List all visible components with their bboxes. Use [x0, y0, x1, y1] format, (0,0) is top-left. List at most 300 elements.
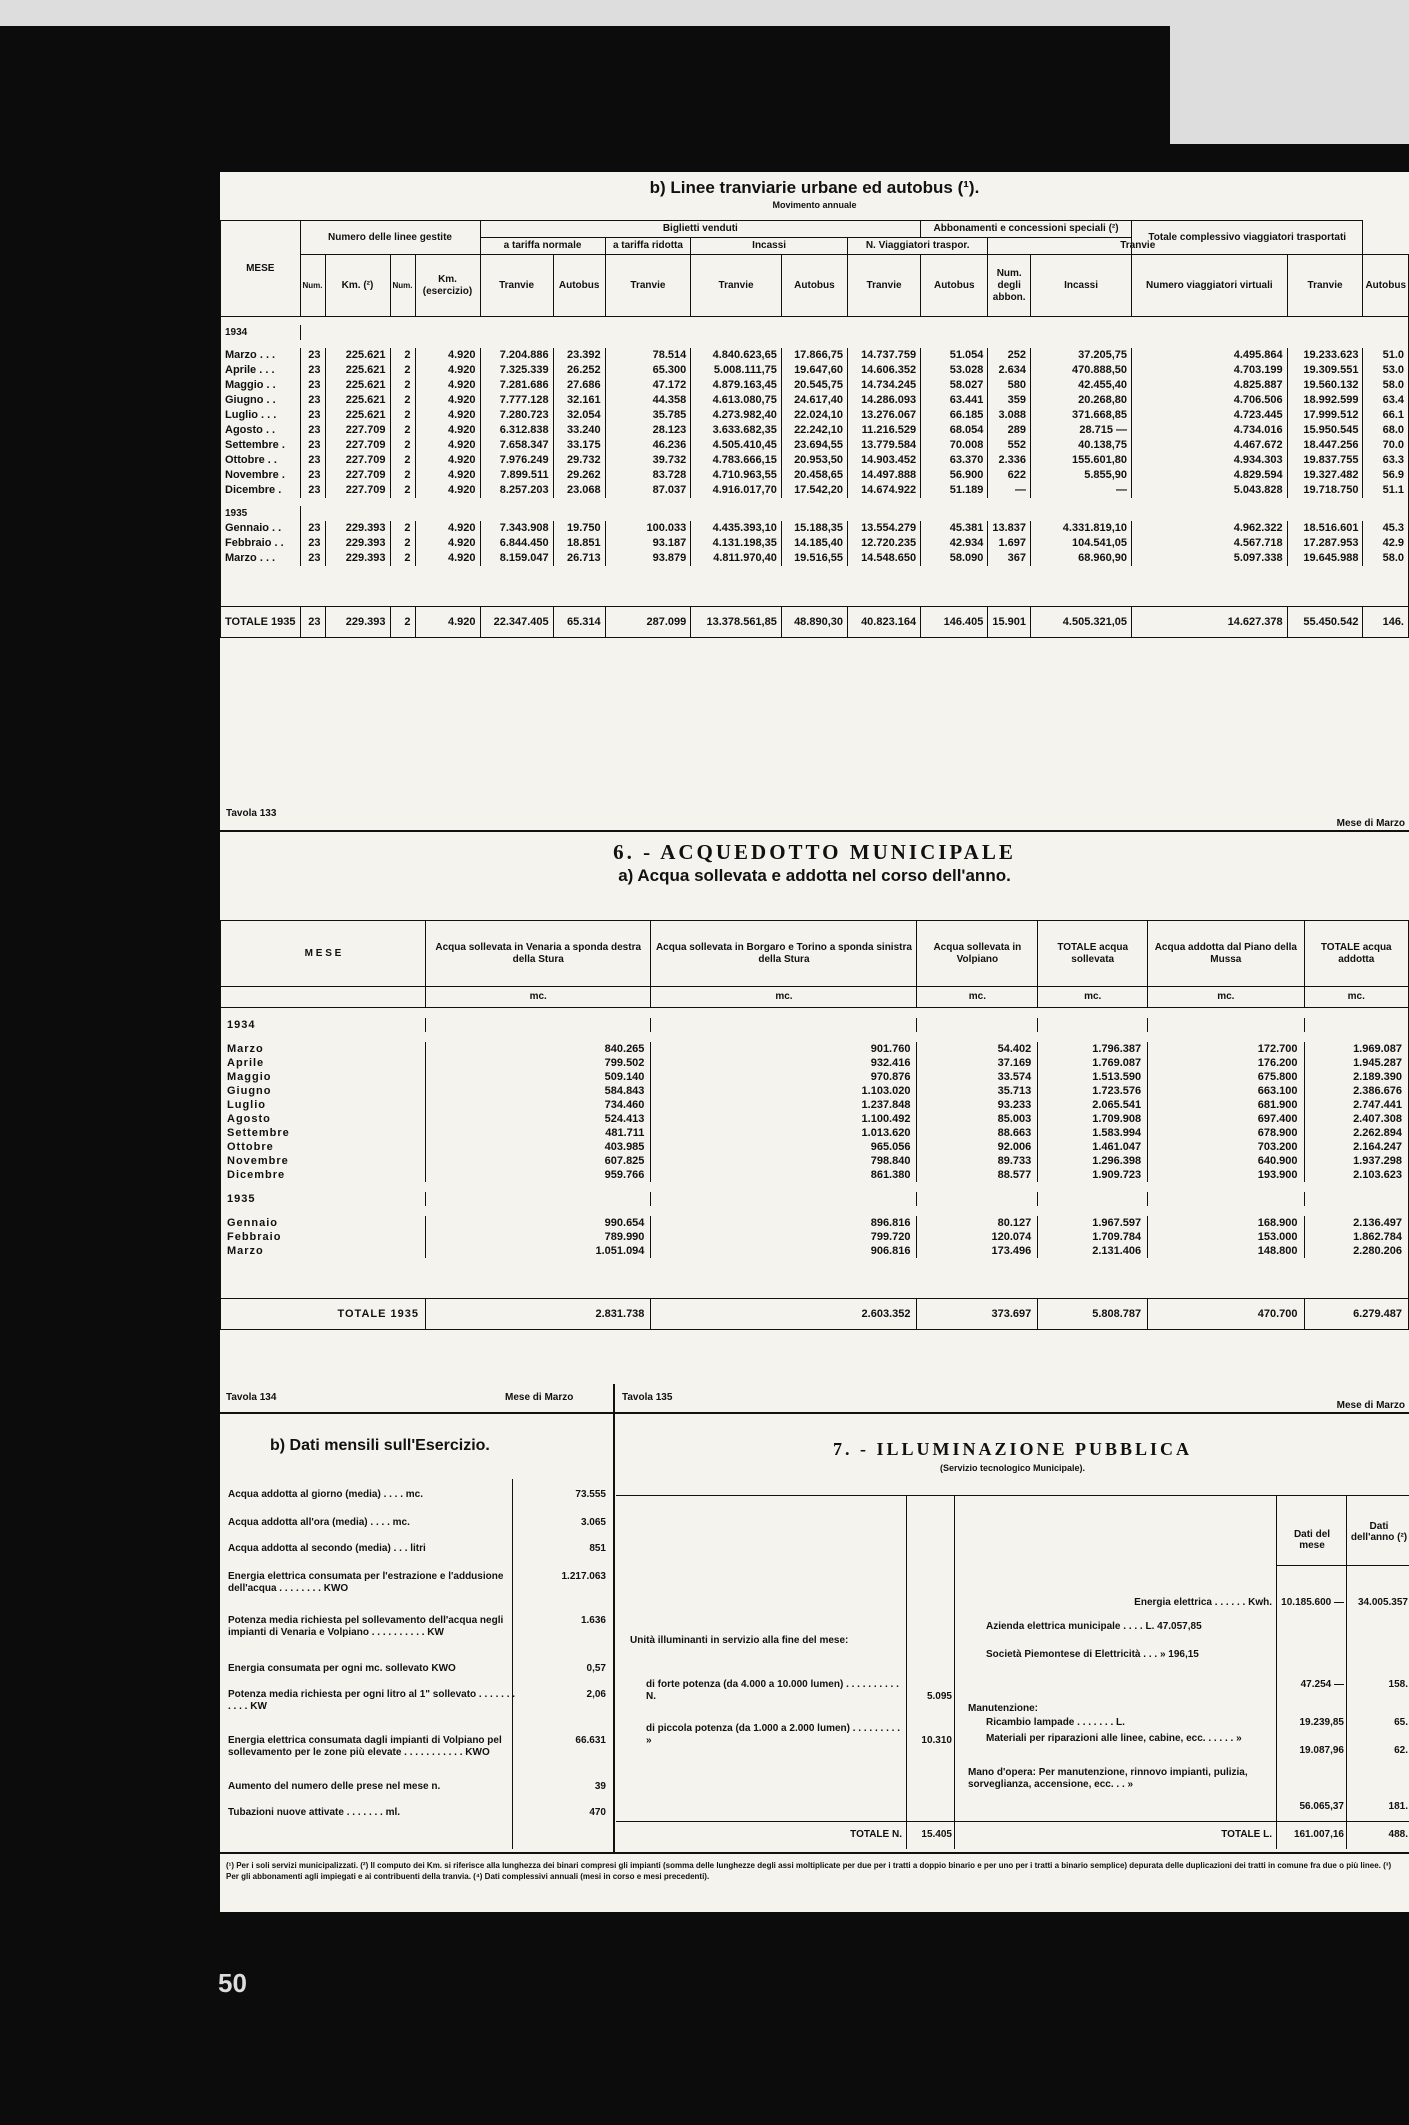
value-cell: 19.647,60 [781, 363, 847, 378]
value-cell: 22.024,10 [781, 408, 847, 423]
value-cell: 4.920 [415, 378, 480, 393]
value-cell: 8.159.047 [480, 551, 553, 566]
acquedotto-table-body [221, 987, 1409, 1330]
total-row [221, 1299, 1409, 1330]
value-cell: 19.233.623 [1287, 348, 1363, 363]
value-cell: 2.136.497 [1304, 1216, 1409, 1230]
value-cell: 2.189.390 [1304, 1070, 1409, 1084]
value-cell: 146. [1363, 607, 1409, 638]
month-cell: TOTALE 1935 [221, 1299, 426, 1330]
col-inc-autobus: Autobus [781, 255, 847, 317]
month-cell: TOTALE 1935 [221, 607, 301, 638]
value-cell: 40.138,75 [1031, 438, 1132, 453]
value-cell: 4.273.982,40 [691, 408, 782, 423]
value-cell: 13.554.279 [848, 521, 921, 536]
value-cell: 229.393 [325, 607, 390, 638]
table-row [221, 348, 1409, 363]
value-cell: 4.706.506 [1132, 393, 1288, 408]
value-cell: 1.237.848 [651, 1098, 917, 1112]
value-cell: 14.497.888 [848, 468, 921, 483]
value-cell: 1.967.597 [1038, 1216, 1148, 1230]
tot-mese: 161.007,16 [1293, 1829, 1344, 1840]
value-cell: 5.808.787 [1038, 1299, 1148, 1330]
value-cell: 289 [988, 423, 1031, 438]
value-cell: 2 [390, 607, 415, 638]
value-cell: 23.392 [553, 348, 605, 363]
value-cell: 19.560.132 [1287, 378, 1363, 393]
value-cell: 8.257.203 [480, 483, 553, 498]
value-cell: 70.0 [1363, 438, 1409, 453]
value-cell: 23 [300, 521, 325, 536]
value-cell: 227.709 [325, 423, 390, 438]
month-cell: Marzo . . . [221, 551, 301, 566]
value-cell: 20.458,65 [781, 468, 847, 483]
table-row [221, 1154, 1409, 1168]
tot-label: TOTALE L. [1221, 1829, 1272, 1840]
tram-table [220, 220, 1409, 638]
elettr-anno: 158. [1388, 1679, 1408, 1690]
value-cell: 40.823.164 [848, 607, 921, 638]
value-cell: 58.090 [921, 551, 988, 566]
col-volpiano: Acqua sollevata in Volpiano [917, 921, 1038, 987]
value-cell: 23 [300, 438, 325, 453]
value-cell: 33.175 [553, 438, 605, 453]
table-row [221, 1216, 1409, 1230]
table-row [221, 521, 1409, 536]
value-cell: 20.268,80 [1031, 393, 1132, 408]
value-cell: — [988, 483, 1031, 498]
value-cell: 5.043.828 [1132, 483, 1288, 498]
scan-border-right [1170, 26, 1409, 144]
value-cell: 901.760 [651, 1042, 917, 1056]
elettr-mese: 47.254 — [1300, 1679, 1344, 1690]
table-row [221, 408, 1409, 423]
value-cell: 14.903.452 [848, 453, 921, 468]
value-cell: 23 [300, 348, 325, 363]
rule [220, 1852, 1409, 1854]
col-borgaro: Acqua sollevata in Borgaro e Torino a sponda sinistra della Stura [651, 921, 917, 987]
value-cell: 80.127 [917, 1216, 1038, 1230]
societa-label: Società Piemontese di Elettricità . . . » 196,15 [986, 1649, 1199, 1660]
value-cell: 14.734.245 [848, 378, 921, 393]
scan-border-top [0, 0, 1409, 26]
value-cell: 18.447.256 [1287, 438, 1363, 453]
value-cell: 1.862.784 [1304, 1230, 1409, 1244]
value-cell: 5.008.111,75 [691, 363, 782, 378]
value-cell: 4.916.017,70 [691, 483, 782, 498]
value-cell: 58.0 [1363, 551, 1409, 566]
value-cell: 23.694,55 [781, 438, 847, 453]
value-cell: 2 [390, 348, 415, 363]
value-cell: 1.937.298 [1304, 1154, 1409, 1168]
esercizio-title: b) Dati mensili sull'Esercizio. [270, 1437, 490, 1454]
value-cell: 6.279.487 [1304, 1299, 1409, 1330]
value-cell: 252 [988, 348, 1031, 363]
month-cell: Aprile . . . [221, 363, 301, 378]
year-label: 1934 [221, 1018, 426, 1032]
value-cell: 13.378.561,85 [691, 607, 782, 638]
value-cell: 2.634 [988, 363, 1031, 378]
value-cell: 470.700 [1148, 1299, 1304, 1330]
esercizio-value: 1.636 [580, 1615, 606, 1626]
value-cell: 15.188,35 [781, 521, 847, 536]
value-cell: 663.100 [1148, 1084, 1304, 1098]
value-cell: 1.296.398 [1038, 1154, 1148, 1168]
value-cell: 681.900 [1148, 1098, 1304, 1112]
value-cell: 24.617,40 [781, 393, 847, 408]
value-cell: 17.287.953 [1287, 536, 1363, 551]
value-cell: 20.545,75 [781, 378, 847, 393]
value-cell: 4.783.666,15 [691, 453, 782, 468]
value-cell: 51.0 [1363, 348, 1409, 363]
value-cell: 2 [390, 536, 415, 551]
table-row [221, 1230, 1409, 1244]
value-cell: 23 [300, 378, 325, 393]
table-row [221, 551, 1409, 566]
rule [220, 1412, 1409, 1414]
col-viaggiatori: N. Viaggiatori traspor. [848, 238, 988, 255]
value-cell: 22.347.405 [480, 607, 553, 638]
value-cell: 584.843 [426, 1084, 651, 1098]
table-row [221, 468, 1409, 483]
value-cell: 1.461.047 [1038, 1140, 1148, 1154]
col-mese: MESE [221, 221, 301, 317]
value-cell: 4.703.199 [1132, 363, 1288, 378]
col-tariffa-ridotta: a tariffa ridotta [605, 238, 691, 255]
value-cell: 227.709 [325, 438, 390, 453]
value-cell: 23 [300, 483, 325, 498]
value-cell: 23 [300, 536, 325, 551]
value-cell: 63.3 [1363, 453, 1409, 468]
tram-subtitle: Movimento annuale [772, 200, 857, 210]
month-cell: Luglio . . . [221, 408, 301, 423]
month-cell: Febbraio . . [221, 536, 301, 551]
value-cell: 675.800 [1148, 1070, 1304, 1084]
value-cell: 470.888,50 [1031, 363, 1132, 378]
value-cell: 229.393 [325, 536, 390, 551]
value-cell: 896.816 [651, 1216, 917, 1230]
esercizio-value: 851 [589, 1543, 606, 1554]
month-cell: Marzo . . . [221, 348, 301, 363]
value-cell: 840.265 [426, 1042, 651, 1056]
value-cell: 155.601,80 [1031, 453, 1132, 468]
energia-mese: 10.185.600 — [1281, 1597, 1344, 1608]
value-cell: 4.840.623,65 [691, 348, 782, 363]
rule [220, 830, 1409, 832]
value-cell: 104.541,05 [1031, 536, 1132, 551]
value-cell: 19.516,55 [781, 551, 847, 566]
month-cell: Settembre . [221, 438, 301, 453]
value-cell: 37.205,75 [1031, 348, 1132, 363]
value-cell: 906.816 [651, 1244, 917, 1258]
value-cell: 14.606.352 [848, 363, 921, 378]
value-cell: 4.920 [415, 551, 480, 566]
tram-table-body [221, 317, 1409, 638]
esercizio-label: Energia elettrica consumata dagli impianti di Volpiano pel sollevamento per le zone più elevate . . . . . . . . . . . KWO [228, 1735, 502, 1758]
value-cell: 4.505.410,45 [691, 438, 782, 453]
value-cell: 33.240 [553, 423, 605, 438]
value-cell: 7.280.723 [480, 408, 553, 423]
value-cell: 23 [300, 363, 325, 378]
value-cell: 990.654 [426, 1216, 651, 1230]
table-row [221, 1244, 1409, 1258]
value-cell: 42.9 [1363, 536, 1409, 551]
col-norm-tranvie: Tranvie [480, 255, 553, 317]
value-cell: 373.697 [917, 1299, 1038, 1330]
value-cell: 35.785 [605, 408, 691, 423]
value-cell: 970.876 [651, 1070, 917, 1084]
value-cell: 17.866,75 [781, 348, 847, 363]
value-cell: 734.460 [426, 1098, 651, 1112]
value-cell: 53.028 [921, 363, 988, 378]
col-tot-autobus: Autobus [1363, 255, 1409, 317]
value-cell: 63.441 [921, 393, 988, 408]
value-cell: 4.920 [415, 423, 480, 438]
month-cell: Maggio . . [221, 378, 301, 393]
esercizio-label: Acqua addotta al secondo (media) . . . litri [228, 1543, 426, 1554]
col-abb-tranvie: Tranvie [988, 238, 1287, 255]
value-cell: 29.262 [553, 468, 605, 483]
value-cell: 58.027 [921, 378, 988, 393]
value-cell: 39.732 [605, 453, 691, 468]
value-cell: 87.037 [605, 483, 691, 498]
value-cell: 1.583.994 [1038, 1126, 1148, 1140]
value-cell: 4.825.887 [1132, 378, 1288, 393]
table-row [221, 363, 1409, 378]
month-cell: Novembre [221, 1154, 426, 1168]
value-cell: 19.645.988 [1287, 551, 1363, 566]
value-cell: 19.718.750 [1287, 483, 1363, 498]
value-cell: 44.358 [605, 393, 691, 408]
col-tot-sollevata: TOTALE acqua sollevata [1038, 921, 1148, 987]
value-cell: 1.697 [988, 536, 1031, 551]
table-row [221, 1126, 1409, 1140]
value-cell: 481.711 [426, 1126, 651, 1140]
illuminazione-title: 7. - ILLUMINAZIONE PUBBLICA [832, 1439, 1193, 1459]
tavola-133-label: Tavola 133 [226, 808, 277, 819]
value-cell: 7.976.249 [480, 453, 553, 468]
value-cell: 1.709.908 [1038, 1112, 1148, 1126]
rule [1276, 1565, 1409, 1566]
esercizio-value: 66.631 [575, 1735, 606, 1746]
divider [954, 1495, 955, 1849]
value-cell: 7.325.339 [480, 363, 553, 378]
value-cell: 17.999.512 [1287, 408, 1363, 423]
ricambi-label: Ricambio lampade . . . . . . . L. [986, 1717, 1125, 1728]
value-cell: 580 [988, 378, 1031, 393]
value-cell: 225.621 [325, 408, 390, 423]
col-num-autobus: Num. [390, 255, 415, 317]
value-cell: 172.700 [1148, 1042, 1304, 1056]
unit-label: mc. [1148, 987, 1304, 1008]
unit-label: mc. [1304, 987, 1409, 1008]
value-cell: 2 [390, 453, 415, 468]
value-cell: 63.370 [921, 453, 988, 468]
tot-anno: 488. [1388, 1829, 1408, 1840]
col-virtuali: Numero viaggiatori virtuali [1132, 255, 1288, 317]
tavola-134-label: Tavola 134 [226, 1392, 277, 1403]
value-cell: 2.065.541 [1038, 1098, 1148, 1112]
table-row [221, 423, 1409, 438]
col-tot-tranvie: Tranvie [1287, 255, 1363, 317]
col-totale: Totale complessivo viaggiatori trasportati [1132, 221, 1363, 255]
unit-label: mc. [651, 987, 917, 1008]
value-cell: 678.900 [1148, 1126, 1304, 1140]
value-cell: 53.0 [1363, 363, 1409, 378]
divider [1276, 1495, 1277, 1849]
page-number: 50 [218, 1968, 247, 1998]
month-cell: Ottobre [221, 1140, 426, 1154]
value-cell: 23.068 [553, 483, 605, 498]
value-cell: 45.3 [1363, 521, 1409, 536]
value-cell: 58.0 [1363, 378, 1409, 393]
value-cell: 3.088 [988, 408, 1031, 423]
value-cell: 7.281.686 [480, 378, 553, 393]
value-cell: 193.900 [1148, 1168, 1304, 1182]
year-label: 1934 [221, 325, 301, 340]
value-cell: 20.953,50 [781, 453, 847, 468]
totale-value: 15.405 [921, 1829, 952, 1840]
value-cell: 7.204.886 [480, 348, 553, 363]
esercizio-value: 39 [594, 1781, 606, 1792]
value-cell: 640.900 [1148, 1154, 1304, 1168]
esercizio-value: 3.065 [580, 1517, 606, 1528]
value-cell: 51.189 [921, 483, 988, 498]
month-cell: Settembre [221, 1126, 426, 1140]
value-cell: 29.732 [553, 453, 605, 468]
table-row [221, 1084, 1409, 1098]
month-cell: Aprile [221, 1056, 426, 1070]
value-cell: 959.766 [426, 1168, 651, 1182]
value-cell: 13.779.584 [848, 438, 921, 453]
value-cell: 56.900 [921, 468, 988, 483]
col-km-tranvie: Km. (²) [325, 255, 390, 317]
value-cell: 2.280.206 [1304, 1244, 1409, 1258]
month-cell: Giugno [221, 1084, 426, 1098]
month-cell: Gennaio . . [221, 521, 301, 536]
value-cell: 42.455,40 [1031, 378, 1132, 393]
value-cell: 19.837.755 [1287, 453, 1363, 468]
value-cell: 47.172 [605, 378, 691, 393]
acquedotto-subtitle: a) Acqua sollevata e addotta nel corso dell'anno. [618, 866, 1011, 885]
value-cell: 26.252 [553, 363, 605, 378]
rule [616, 1495, 1409, 1496]
table-row [221, 1042, 1409, 1056]
table-row [221, 1140, 1409, 1154]
value-cell: 225.621 [325, 348, 390, 363]
azienda-label: Azienda elettrica municipale . . . . L. 47.057,85 [986, 1621, 1202, 1632]
month-cell: Febbraio [221, 1230, 426, 1244]
tavola-134-right: Mese di Marzo [505, 1392, 574, 1403]
value-cell: 66.1 [1363, 408, 1409, 423]
month-cell: Giugno . . [221, 393, 301, 408]
esercizio-label: Potenza media richiesta per ogni litro al 1" sollevato . . . . . . . . . . . KW [228, 1689, 516, 1712]
value-cell: 4.435.393,10 [691, 521, 782, 536]
value-cell: 7.343.908 [480, 521, 553, 536]
value-cell: 1.769.087 [1038, 1056, 1148, 1070]
value-cell: 1.909.723 [1038, 1168, 1148, 1182]
value-cell: 3.633.682,35 [691, 423, 782, 438]
value-cell: 89.733 [917, 1154, 1038, 1168]
illuminazione-subtitle: (Servizio tecnologico Municipale). [939, 1463, 1086, 1473]
value-cell: 2.603.352 [651, 1299, 917, 1330]
ricambi-anno: 65. [1394, 1717, 1408, 1728]
value-cell: 33.574 [917, 1070, 1038, 1084]
tram-title: b) Linee tranviarie urbane ed autobus (¹). [649, 178, 980, 197]
forte-value: 5.095 [926, 1691, 952, 1702]
value-cell: 23 [300, 453, 325, 468]
value-cell: 2 [390, 408, 415, 423]
materiali-label: Materiali per riparazioni alle linee, cabine, ecc. . . . . . » [986, 1733, 1242, 1744]
table-row [221, 378, 1409, 393]
esercizio-value: 0,57 [586, 1663, 606, 1674]
value-cell: 65.314 [553, 607, 605, 638]
value-cell: 23 [300, 408, 325, 423]
footnotes: (¹) Per i soli servizi municipalizzati. (²) Il computo dei Km. si riferisce alla lunghezza dei binari compresi gli impianti (somma delle lunghezze degli assi moltiplicate per due per i tratti a doppio binario e per uno per i tratti a binario semplice) depurata delle duplicazioni dei tratti in comune fra due o più linee. (³) Per gli abbonamenti agli impiegati e ai contribuenti della tranvia. (⁴) Dati complessivi annuali (mesi in corso e mesi precedenti). [226, 1861, 1392, 1881]
value-cell: 83.728 [605, 468, 691, 483]
value-cell: 1.103.020 [651, 1084, 917, 1098]
table-row [221, 1098, 1409, 1112]
value-cell: 45.381 [921, 521, 988, 536]
table-row [221, 483, 1409, 498]
value-cell: 965.056 [651, 1140, 917, 1154]
value-cell: 23 [300, 468, 325, 483]
value-cell: 2 [390, 438, 415, 453]
value-cell: 2 [390, 363, 415, 378]
value-cell: 1.051.094 [426, 1244, 651, 1258]
energia-label: Energia elettrica . . . . . . Kwh. [1134, 1597, 1272, 1608]
materiali-mese: 19.087,96 [1299, 1745, 1344, 1756]
value-cell: 35.713 [917, 1084, 1038, 1098]
value-cell: 85.003 [917, 1112, 1038, 1126]
value-cell: 2 [390, 393, 415, 408]
value-cell: 66.185 [921, 408, 988, 423]
value-cell: 18.992.599 [1287, 393, 1363, 408]
value-cell: 2.831.738 [426, 1299, 651, 1330]
value-cell: 4.920 [415, 536, 480, 551]
value-cell: 15.901 [988, 607, 1031, 638]
value-cell: 68.960,90 [1031, 551, 1132, 566]
month-cell: Gennaio [221, 1216, 426, 1230]
value-cell: 26.713 [553, 551, 605, 566]
value-cell: 4.613.080,75 [691, 393, 782, 408]
value-cell: 4.505.321,05 [1031, 607, 1132, 638]
value-cell: 4.811.970,40 [691, 551, 782, 566]
value-cell: 19.327.482 [1287, 468, 1363, 483]
value-cell: 93.187 [605, 536, 691, 551]
value-cell: 2 [390, 378, 415, 393]
value-cell: 148.800 [1148, 1244, 1304, 1258]
value-cell: 4.962.322 [1132, 521, 1288, 536]
col-abbonamenti: Abbonamenti e concessioni speciali (²) [921, 221, 1132, 238]
table-row [221, 1070, 1409, 1084]
value-cell: 4.331.819,10 [1031, 521, 1132, 536]
value-cell: 552 [988, 438, 1031, 453]
opera-mese: 56.065,37 [1299, 1801, 1344, 1812]
value-cell: 14.674.922 [848, 483, 921, 498]
value-cell: 1.969.087 [1304, 1042, 1409, 1056]
value-cell: 28.123 [605, 423, 691, 438]
year-label: 1935 [221, 506, 301, 521]
unita-label: Unità illuminanti in servizio alla fine del mese: [630, 1635, 849, 1646]
unit-label: mc. [917, 987, 1038, 1008]
value-cell: 789.990 [426, 1230, 651, 1244]
value-cell: 524.413 [426, 1112, 651, 1126]
value-cell: 168.900 [1148, 1216, 1304, 1230]
month-cell: Agosto . . [221, 423, 301, 438]
table-row [221, 1112, 1409, 1126]
value-cell: 88.577 [917, 1168, 1038, 1182]
